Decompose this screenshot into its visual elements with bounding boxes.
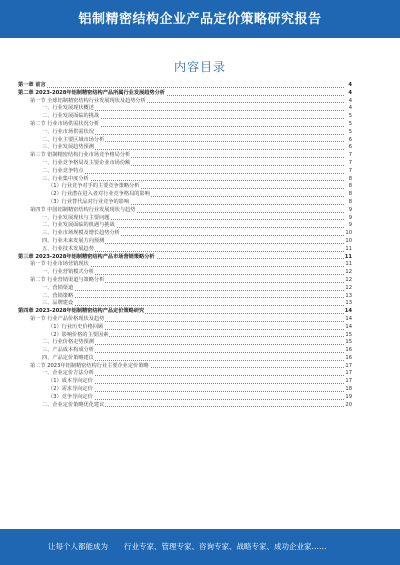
toc-leader-dots: [42, 297, 344, 298]
toc-entry-page: 8: [348, 175, 352, 182]
toc-entry-page: 14: [345, 323, 352, 330]
toc-entry[interactable]: [18, 90, 352, 98]
toc-entry[interactable]: [18, 183, 352, 191]
toc-entry[interactable]: [18, 285, 352, 293]
toc-entry-page: 20: [345, 401, 352, 408]
toc-entry[interactable]: [18, 261, 352, 269]
toc-leader-dots: [42, 290, 344, 291]
toc-entry-label: （2）需求导向定价: [48, 386, 93, 393]
toc-entry-page: 16: [345, 347, 352, 354]
toc-entry-label: 一、行业市场供需状况: [42, 128, 94, 135]
toc-entry[interactable]: [18, 316, 352, 324]
toc-leader-dots: [42, 173, 344, 174]
toc-entry-label: 三、行业集中度分析: [42, 175, 89, 182]
header-banner: [0, 0, 400, 38]
toc-entry-label: 四、行业未来发展方向预测: [42, 237, 105, 244]
toc-entry-label: 三、品牌建设: [42, 300, 74, 307]
toc-entry-label: （1）行业竞争对手的主要竞争策略分析: [48, 183, 140, 190]
toc-entry-page: 19: [345, 393, 352, 400]
toc-entry-page: 15: [345, 331, 352, 338]
toc-entry-page: 7: [348, 152, 352, 159]
toc-entry-label: 二、行业主要区域市场分析: [42, 136, 105, 143]
toc-entry-label: 第四章 2023-2028年铝制精密结构产品定价策略研究: [18, 308, 145, 315]
toc-entry[interactable]: [18, 168, 352, 176]
toc-entry-page: 7: [348, 159, 352, 166]
toc-entry[interactable]: [18, 386, 352, 394]
toc-entry-page: 14: [344, 308, 352, 315]
toc-entry[interactable]: [18, 394, 352, 402]
toc-entry-label: 一、企业定价方法分析: [42, 370, 94, 377]
toc-entry-page: 4: [348, 97, 352, 104]
toc-entry-label: 一、行业发展现状与主要问题: [42, 214, 110, 221]
toc-entry[interactable]: [18, 207, 352, 215]
footer-banner: [0, 529, 400, 565]
toc-entry-label: 一、行业营销模式分析: [42, 269, 94, 276]
toc-entry-label: 三、产品成本构成分析: [42, 347, 94, 354]
toc-entry[interactable]: [18, 238, 352, 246]
toc-entry-label: 第一节 行业市场营销现状: [30, 261, 89, 268]
toc-entry-page: 18: [345, 386, 352, 393]
toc-entry-label: 一、行业发展现状概述: [42, 105, 94, 112]
toc-entry[interactable]: [18, 402, 352, 410]
toc-entry-page: 9: [348, 214, 352, 221]
toc-entry-label: （1）成本导向定价: [48, 378, 93, 385]
toc-leader-dots: [42, 305, 344, 306]
toc-entry-label: 二、行业竞争特点: [42, 167, 84, 174]
toc-entry[interactable]: [18, 324, 352, 332]
toc-entry-label: 第二节 行业营销渠道与策略分析: [30, 276, 105, 283]
toc-entry-page: 8: [348, 183, 352, 190]
toc-entry-label: 第四节 中国铝制精密结构行业发展现状与趋势: [30, 206, 136, 213]
report-title: 铝制精密结构企业产品定价策略研究报告: [78, 12, 322, 27]
toc-entry-page: 12: [345, 269, 352, 276]
toc-entry-label: 第二章 2023-2028年铝制精密结构产品所属行业发展趋势分析: [18, 89, 165, 96]
toc-entry-label: 二、行业发展面临的机遇与挑战: [42, 222, 115, 229]
toc-entry[interactable]: [18, 144, 352, 152]
toc-entry[interactable]: [18, 246, 352, 254]
toc-entry-label: （1）行业历史价格回顾: [48, 323, 104, 330]
toc-entry-page: 5: [348, 120, 352, 127]
toc-entry-page: 10: [345, 230, 352, 237]
toc-entry-page: 11: [345, 261, 352, 268]
toc-entry-label: 三、行业发展趋势预测: [42, 144, 94, 151]
toc-entry-label: 五、行业技术发展趋势: [42, 245, 94, 252]
toc-entry-label: 一、营销渠道: [42, 284, 74, 291]
toc-entry-label: （2）行业潜在进入者对行业竞争格局的影响: [48, 191, 150, 198]
toc-entry-label: 第二节 2023年铝制精密结构行业主要企业定价策略: [30, 362, 149, 369]
toc-entry-label: 二、营销策略: [42, 292, 74, 299]
toc-entry-label: （2）影响价格的主要因素: [48, 331, 109, 338]
toc-entry-page: 12: [345, 284, 352, 291]
toc-entry[interactable]: [18, 355, 352, 363]
toc-entry-page: 13: [345, 300, 352, 307]
toc-entry-page: 14: [345, 315, 352, 322]
toc-entry-label: 第一章 前言: [18, 82, 46, 88]
toc-entry-page: 15: [345, 339, 352, 346]
toc-entry-label: 二、企业定价策略优化建议: [42, 401, 105, 408]
toc-entry-page: 16: [345, 354, 352, 361]
toc-entry-page: 4: [348, 105, 352, 112]
toc-entry-page: 4: [348, 89, 352, 96]
toc-entry-label: 第一节 全球铝制精密结构行业发展现状及趋势分析: [30, 97, 146, 104]
toc-entry-page: 17: [345, 370, 352, 377]
toc-entry[interactable]: [18, 378, 352, 386]
footer-slogan: 让每个人都能成为: [48, 542, 108, 551]
toc-entry[interactable]: [18, 222, 352, 230]
toc-entry-label: 三、行业市场规模及增长趋势分析: [42, 230, 120, 237]
toc-entry-page: 17: [345, 378, 352, 385]
toc-entry-label: 第二节 行业市场供需状况分析: [30, 120, 100, 127]
toc-entry-page: 11: [345, 245, 352, 252]
table-of-contents: [18, 82, 352, 409]
toc-entry[interactable]: [18, 129, 352, 137]
toc-entry-page: 8: [348, 191, 352, 198]
toc-entry[interactable]: [18, 121, 352, 129]
toc-entry[interactable]: [18, 339, 352, 347]
toc-leader-dots: [18, 87, 344, 88]
toc-entry[interactable]: [18, 113, 352, 121]
toc-entry[interactable]: [18, 160, 352, 168]
toc-entry-label: 四、产品定价策略建议: [42, 354, 94, 361]
toc-entry[interactable]: [18, 82, 352, 90]
toc-entry-label: 一、行业竞争格局及主要企业市场份额: [42, 159, 131, 166]
toc-entry[interactable]: [18, 230, 352, 238]
footer-tags: 行业专家、管理专家、咨询专家、战略专家、成功企业家……: [124, 542, 327, 551]
toc-entry-label: 第一节 行业产品价格现状及趋势: [30, 315, 105, 322]
toc-entry[interactable]: [18, 269, 352, 277]
toc-entry-page: 8: [348, 198, 352, 205]
toc-entry-page: 5: [348, 113, 352, 120]
toc-entry-page: 17: [345, 362, 352, 369]
toc-entry-page: 13: [345, 292, 352, 299]
toc-entry-page: 5: [348, 128, 352, 135]
toc-entry-page: 9: [348, 222, 352, 229]
toc-entry[interactable]: [18, 152, 352, 160]
toc-entry[interactable]: [18, 277, 352, 285]
toc-entry-label: （3）竞争导向定价: [48, 393, 93, 400]
toc-entry-label: 第三节 铝制精密结构行业市场竞争格局分析: [30, 152, 131, 159]
toc-entry-label: 第三章 2023-2028年铝制精密结构产品市场营销策略分析: [18, 253, 155, 260]
toc-entry[interactable]: [18, 347, 352, 355]
toc-entry-page: 6: [348, 136, 352, 143]
toc-entry-label: 二、行业价格走势预测: [42, 339, 94, 346]
toc-entry-page: 4: [348, 82, 352, 88]
toc-entry-page: 9: [348, 206, 352, 213]
toc-entry[interactable]: [18, 308, 352, 316]
toc-entry-label: （3）行业替代品对行业竞争的影响: [48, 198, 130, 205]
toc-heading: 内容目录: [173, 60, 226, 74]
toc-entry-page: 11: [344, 253, 352, 260]
toc-entry[interactable]: [18, 300, 352, 308]
toc-entry-label: 二、行业发展面临的挑战: [42, 113, 100, 120]
toc-entry-page: 7: [348, 167, 352, 174]
toc-entry-page: 12: [345, 276, 352, 283]
toc-entry[interactable]: [18, 191, 352, 199]
toc-entry-page: 10: [345, 237, 352, 244]
toc-entry-page: 6: [348, 144, 352, 151]
toc-entry[interactable]: [18, 199, 352, 207]
